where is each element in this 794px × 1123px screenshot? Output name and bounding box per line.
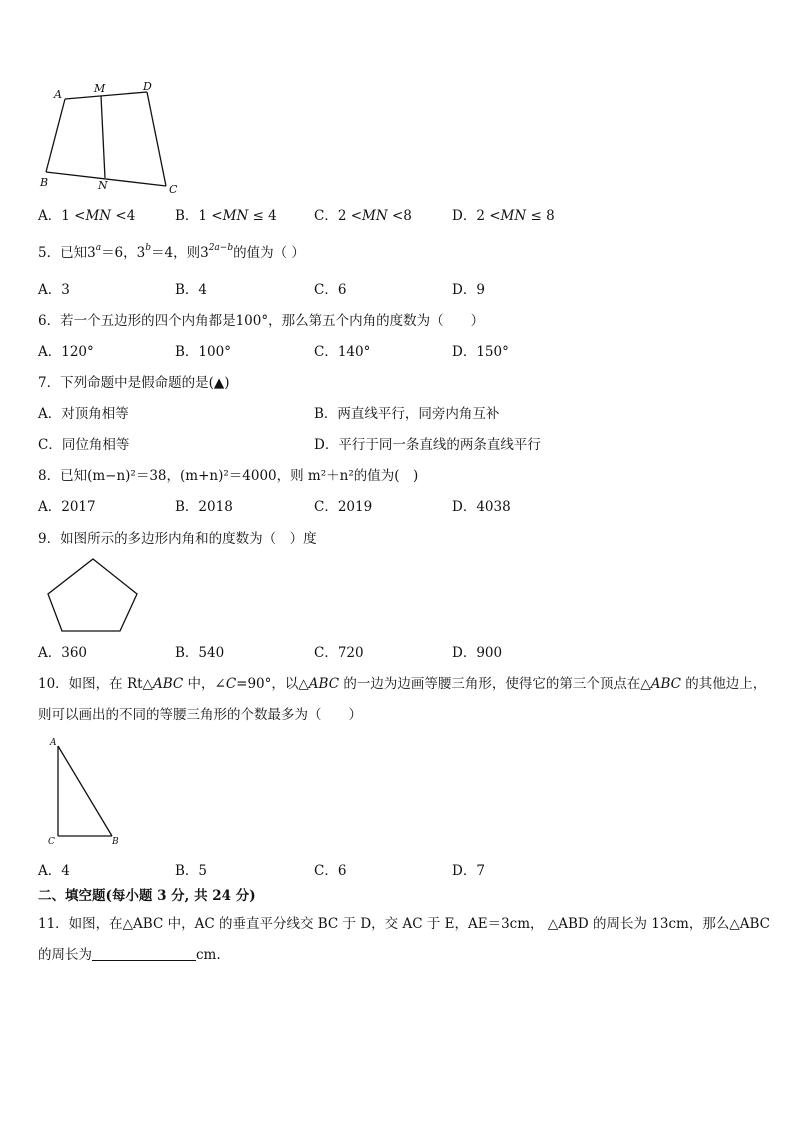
q7-option-d: D．平行于同一条直线的两条直线平行 xyxy=(314,437,541,453)
q9-option-c: C．720 xyxy=(314,645,364,661)
q9-option-b: B．540 xyxy=(175,645,225,661)
question-9: 9．如图所示的多边形内角和的度数为（ ）度 xyxy=(38,531,317,547)
q10-option-b: B．5 xyxy=(175,863,208,879)
q6-option-d: D．150° xyxy=(452,344,509,360)
q6-option-a: A．120° xyxy=(38,344,94,360)
question-8: 8．已知(m−n)²＝38，(m+n)²＝4000，则 m²＋n²的值为( ) xyxy=(38,468,419,484)
question-11-line-1: 11．如图，在△ABC 中，AC 的垂直平分线交 BC 于 D，交 AC 于 E，AE＝3cm， △ABD 的周长为 13cm，那么△ABC xyxy=(38,916,770,932)
q6-option-c: C．140° xyxy=(314,344,371,360)
tri-label-B: B xyxy=(112,837,119,847)
q5-option-b: B．4 xyxy=(175,282,208,298)
question-6: 6．若一个五边形的四个内角都是100°，那么第五个内角的度数为（ ） xyxy=(38,313,485,329)
q10-option-a: A．4 xyxy=(38,863,70,879)
tri-label-A: A xyxy=(50,738,57,748)
q5-option-d: D．9 xyxy=(452,282,485,298)
question-10-line-1: 10．如图，在 Rt△ABC 中，∠C=90°，以△ABC 的一边为边画等腰三角形，使得它的第三个顶点在△ABC 的其他边上， xyxy=(38,676,767,692)
q7-option-c: C．同位角相等 xyxy=(38,437,130,453)
q10-option-d: D．7 xyxy=(452,863,485,879)
q8-option-b: B．2018 xyxy=(175,499,233,515)
q6-option-b: B．100° xyxy=(175,344,231,360)
question-11-line-2: 的周长为 cm. xyxy=(38,947,221,963)
q9-option-a: A．360 xyxy=(38,645,88,661)
q7-option-b: B．两直线平行，同旁内角互补 xyxy=(314,406,500,422)
label-B: B xyxy=(40,176,49,189)
quadrilateral-figure xyxy=(30,78,190,198)
question-5: 5．已知$3^a=6$，$3^b=4$，则$3^{2a-b}$的值为（ ） xyxy=(38,243,305,261)
q4-option-b: B．1 <MN ≤ 4 xyxy=(175,208,277,224)
tri-label-C: C xyxy=(48,837,55,847)
pentagon-figure xyxy=(40,554,145,638)
question-10-line-2: 则可以画出的不同的等腰三角形的个数最多为（ ） xyxy=(38,707,362,723)
label-M: M xyxy=(94,82,106,95)
right-triangle-figure xyxy=(44,736,130,848)
q10-option-c: C．6 xyxy=(314,863,347,879)
label-N: N xyxy=(98,179,108,192)
q4-option-d: D．2 <MN ≤ 8 xyxy=(452,208,555,224)
label-D: D xyxy=(143,80,152,93)
q8-option-a: A．2017 xyxy=(38,499,96,515)
question-7: 7．下列命题中是假命题的是(▲) xyxy=(38,375,230,391)
q8-option-d: D．4038 xyxy=(452,499,511,515)
q4-option-c: C．2 <MN <8 xyxy=(314,208,412,224)
q4-option-a: A．1 <MN <4 xyxy=(38,208,136,224)
q8-option-c: C．2019 xyxy=(314,499,373,515)
answer-blank[interactable] xyxy=(92,946,196,961)
q5-option-c: C．6 xyxy=(314,282,347,298)
section-2-heading: 二、填空题(每小题 3 分, 共 24 分) xyxy=(38,888,256,904)
label-A: A xyxy=(54,88,62,101)
q9-option-d: D．900 xyxy=(452,645,503,661)
q7-option-a: A．对顶角相等 xyxy=(38,406,129,422)
q5-option-a: A．3 xyxy=(38,282,70,298)
label-C: C xyxy=(169,183,178,196)
